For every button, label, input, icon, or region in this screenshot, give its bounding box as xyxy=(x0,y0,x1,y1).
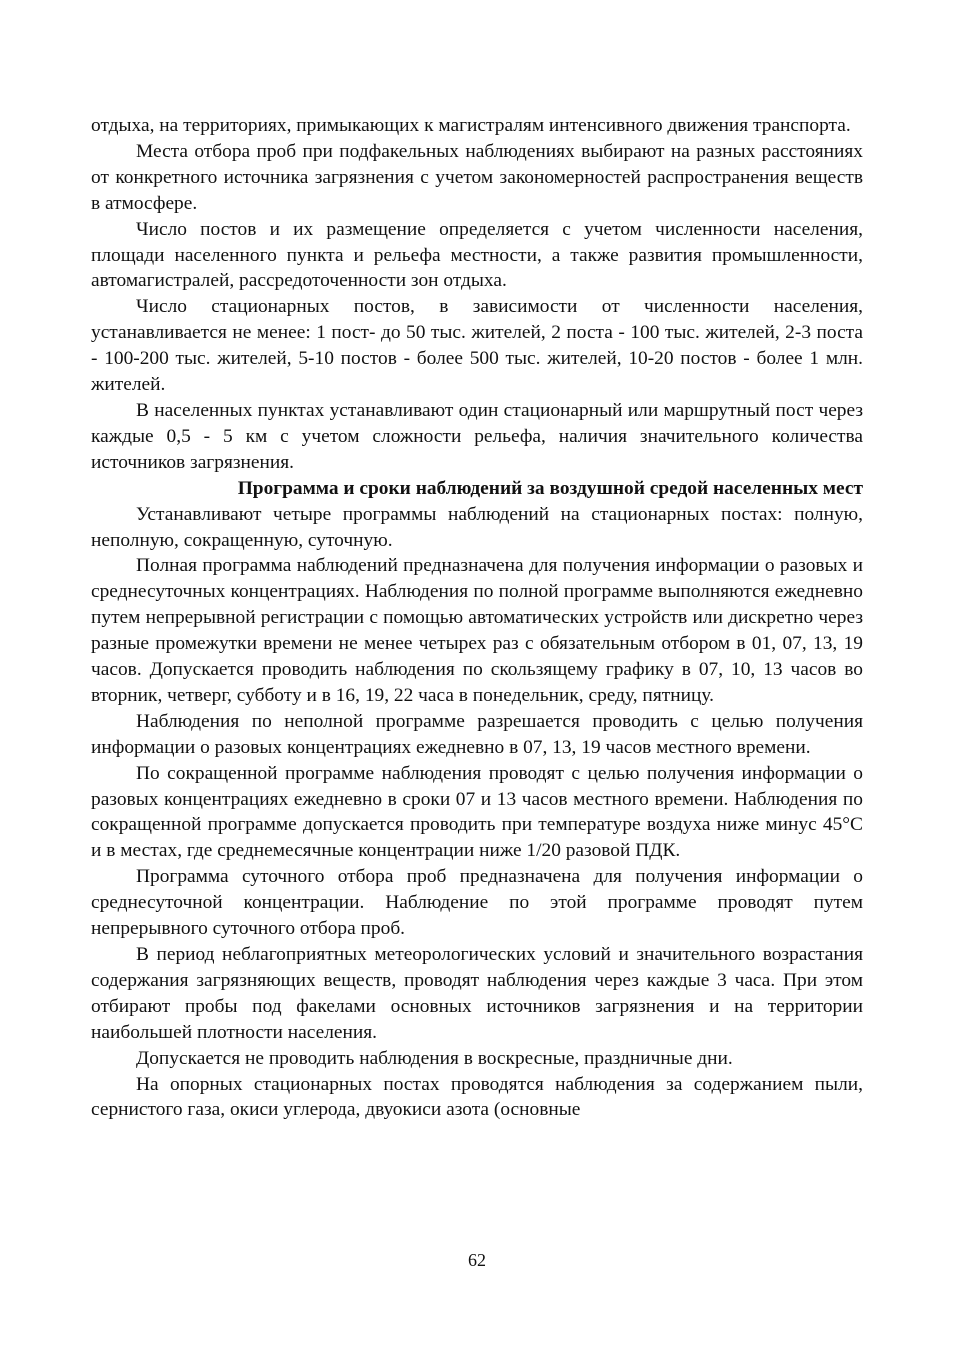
paragraph-settlements: В населенных пунктах устанавливают один стационарный или маршрутный пост через каждые 0,5 - 5 км с учетом сложности рельефа, наличия значительного количества источников загрязнения. xyxy=(91,399,863,473)
paragraph-number-of-posts: Число постов и их размещение определяется с учетом численности населения, площади населенного пункта и рельефа местности, а также развития промышленности, автомагистралей, рассредоточенности зон отдыха. xyxy=(91,218,863,292)
section-heading: Программа и сроки наблюдений за воздушной средой населенных мест xyxy=(237,477,863,499)
paragraph-holidays: Допускается не проводить наблюдения в воскресные, праздничные дни. xyxy=(136,1047,733,1069)
paragraph-stationary-posts: Число стационарных постов, в зависимости от численности населения, устанавливается не менее: 1 пост- до 50 тыс. жителей, 2 поста - 100 тыс. жителей, 2-3 поста - 100-200 тыс. жителей, 5-10 постов - более 500 тыс. жителей, 10-20 постов - более 1 млн. жителей. xyxy=(91,296,863,396)
paragraph-incomplete-program: Наблюдения по неполной программе разрешается проводить с целью получения информации о разовых концентрациях ежедневно в 07, 13, 19 часов местного времени. xyxy=(91,710,863,758)
page-body xyxy=(91,113,863,1123)
paragraph-daily-program: Программа суточного отбора проб предназначена для получения информации о среднесуточной концентрации. Наблюдение по этой программе проводят путем непрерывного суточного отбора проб. xyxy=(91,866,863,940)
paragraph-reference-posts: На опорных стационарных постах проводятся наблюдения за содержанием пыли, сернистого газа, окиси углерода, двуокиси азота (основные xyxy=(91,1073,863,1121)
paragraph-sampling-places: Места отбора проб при подфакельных наблюдениях выбирают на разных расстояниях от конкретного источника загрязнения с учетом закономерностей распространения веществ в атмосфере. xyxy=(91,140,863,214)
paragraph-adverse-conditions: В период неблагоприятных метеорологических условий и значительного возрастания содержания загрязняющих веществ, проводят наблюдения через каждые 3 часа. При этом отбирают пробы под факелами основных источников загрязнения и на территории наибольшей плотности населения. xyxy=(91,944,863,1043)
page-number: 62 xyxy=(468,1250,486,1270)
paragraph-full-program: Полная программа наблюдений предназначена для получения информации о разовых и среднесуточных концентрациях. Наблюдения по полной программе выполняются ежедневно путем непрерывной регистрации с помощью автоматических устройств или дискретно через разные промежутки времени не менее четырех раз с обязательным отбором в 01, 07, 13, 19 часов. Допускается проводить наблюдения по скользящему графику в 07, 10, 13 часов во вторник, четверг, субботу и в 16, 19, 22 часа в понедельник, среду, пятницу. xyxy=(91,555,863,706)
paragraph-continuation: отдыха, на территориях, примыкающих к магистралям интенсивного движения транспорта. xyxy=(91,115,851,136)
paragraph-four-programs: Устанавливают четыре программы наблюдений на стационарных постах: полную, неполную, сокращенную, суточную. xyxy=(91,503,863,551)
paragraph-reduced-program: По сокращенной программе наблюдения проводят с целью получения информации о разовых концентрациях ежедневно в сроки 07 и 13 часов местного времени. Наблюдения по сокращенной программе допускается проводить при температуре воздуха ниже минус 45°С и в местах, где среднемесячные концентрации ниже 1/20 разовой ПДК. xyxy=(91,762,863,862)
